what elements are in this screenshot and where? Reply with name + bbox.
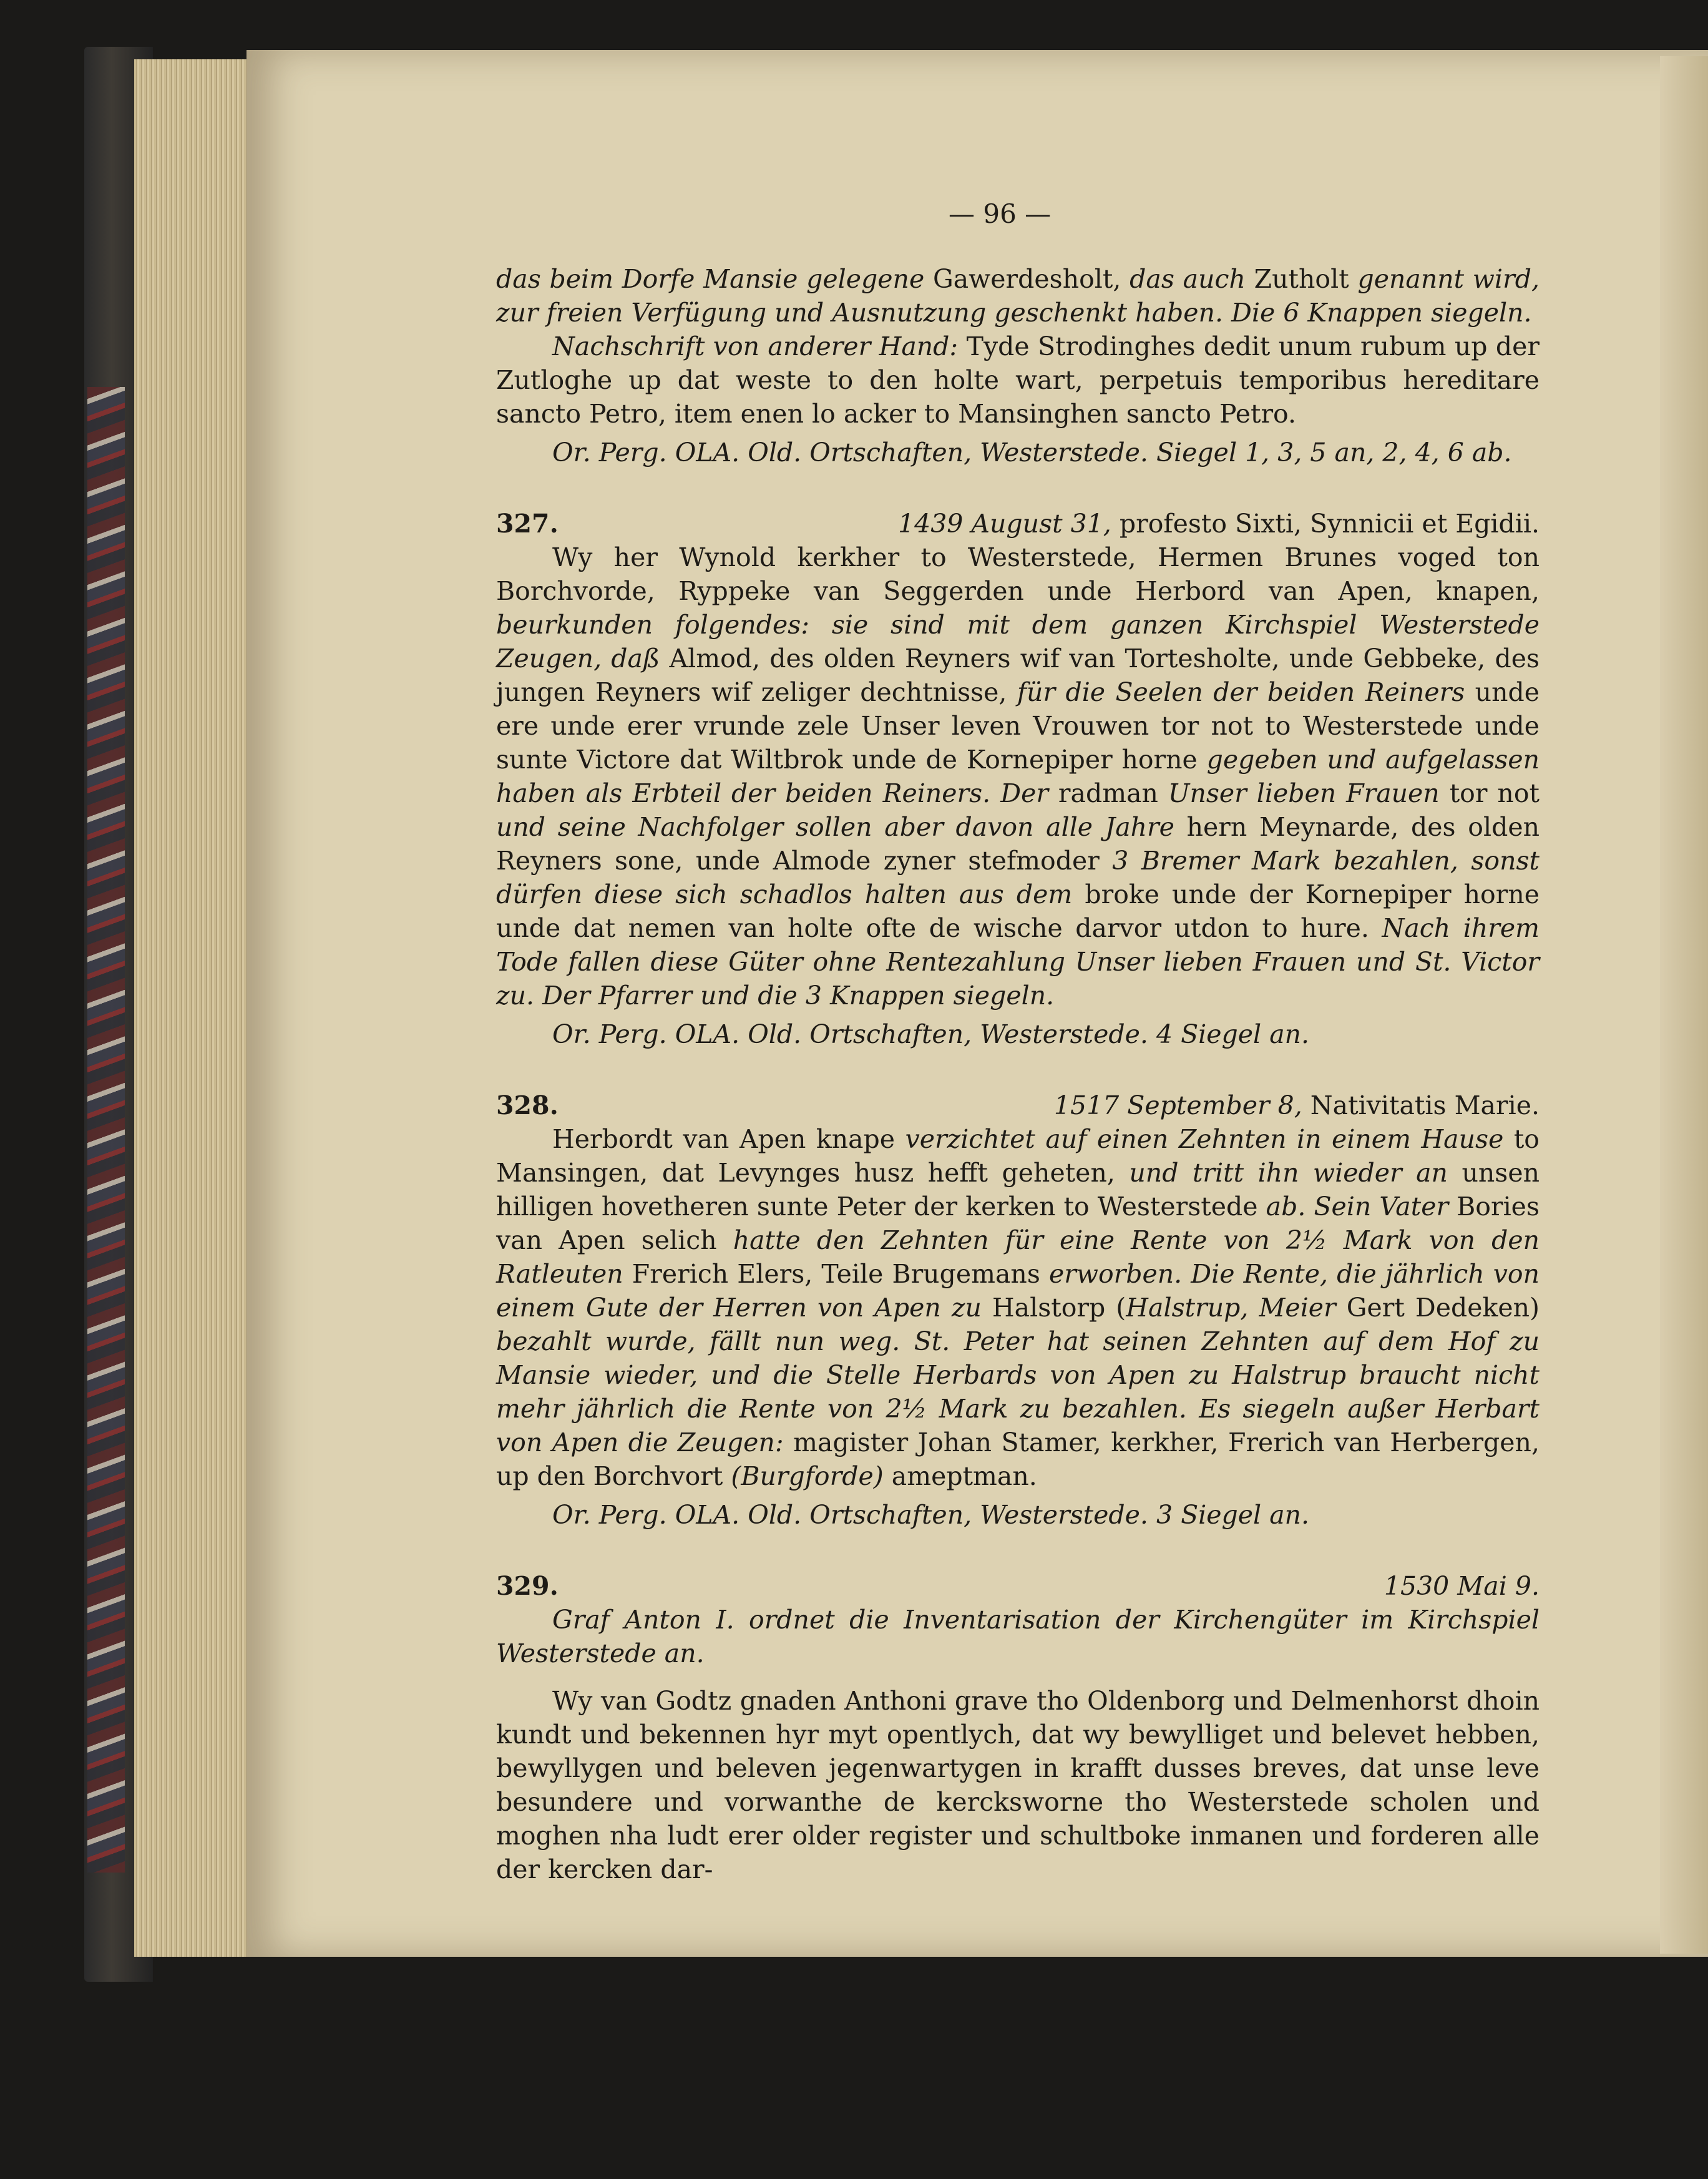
entry-number: 327.: [496, 509, 559, 539]
text-italic: für die Seelen der beiden Reiners: [1017, 677, 1465, 707]
text-roman: Gert Dedeken): [1335, 1293, 1540, 1323]
text-roman: unde ere unde erer vrunde zele Unser leven Vrouwen tor not to Westerstede unde sunte Victore dat Wiltbrok unde de Kornepiper horne: [496, 677, 1540, 775]
text-roman: Bories van Apen selich: [496, 1192, 1540, 1255]
text-roman: magister Johan Stamer, kerkher, Frerich van Herbergen, up den Borchvort: [496, 1427, 1540, 1491]
text-roman: to Mansingen, dat Levynges husz hefft geheten,: [496, 1124, 1540, 1188]
text-roman: Gawerdesholt,: [924, 264, 1130, 294]
entry-heading: [496, 1569, 1540, 1603]
text-italic: erworben. Die Rente, die jährlich von einem Gute der Herren von Apen zu: [496, 1259, 1540, 1323]
text-italic: und tritt ihn wieder an: [1129, 1158, 1448, 1188]
page-edges: [134, 59, 259, 1957]
entry-date-feast: Nativitatis Marie.: [1302, 1090, 1540, 1120]
text-italic: (Burgforde): [731, 1461, 884, 1491]
text-roman: Zutholt: [1245, 264, 1358, 294]
text-roman: Herbordt van Apen knape: [552, 1124, 905, 1154]
text-italic: hatte den Zehnten für eine Rente von 2½ Mark von den Ratleuten: [496, 1225, 1540, 1289]
text-roman: Wy her Wynold kerkher to Westerstede, Hermen Brunes voged ton Borchvorde, Ryppeke van Seggerden unde Herbord van Apen, knapen,: [496, 542, 1540, 606]
text-roman: Frerich Elers, Teile Brugemans: [623, 1259, 1049, 1289]
entry-number: 329.: [496, 1571, 559, 1601]
text-roman: broke unde der Kornepiper horne unde dat nemen van holte ofte de wische darvor utdon to hure.: [496, 879, 1540, 943]
text-roman: tor not: [1439, 778, 1540, 808]
source-note: Or. Perg. OLA. Old. Ortschaften, Westerstede. Siegel 1, 3, 5 an, 2, 4, 6 ab.: [552, 438, 1512, 468]
text-italic: bezahlt wurde, fällt nun weg. St. Peter hat seinen Zehnten auf dem Hof zu Mansie wieder, und die Stelle Herbards von Apen zu Halstrup braucht nicht mehr jährlich die Rente von 2½ Mark zu bezahlen. Es siegeln außer Herbart von Apen die Zeugen:: [496, 1326, 1540, 1457]
entry-date: [1384, 1569, 1540, 1603]
entry-heading: [496, 1089, 1540, 1122]
text-italic: genannt wird, zur freien Verfügung und Ausnutzung geschenkt haben. Die 6 Knappen siegeln.: [496, 264, 1540, 328]
intro-paragraph: [496, 262, 1540, 330]
page-number: — 96 —: [949, 198, 1052, 229]
postscript-paragraph: [496, 330, 1540, 431]
entry-body: [496, 1122, 1540, 1493]
text-roman: Tyde Strodinghes dedit unum rubum up der Zutloghe up dat weste to den holte wart, perpetuis temporibus hereditare sancto Petro, item enen lo acker to Mansinghen sancto Petro.: [496, 331, 1540, 429]
text-italic: ab. Sein Vater: [1266, 1192, 1449, 1222]
source-note: Or. Perg. OLA. Old. Ortschaften, Westerstede. 4 Siegel an.: [552, 1019, 1310, 1049]
text-italic: Halstrup, Meier: [1126, 1293, 1336, 1323]
text-italic: das beim Dorfe Mansie gelegene: [496, 264, 925, 294]
entry-date-italic: 1530 Mai 9.: [1383, 1571, 1540, 1601]
entry-number: 328.: [496, 1090, 559, 1120]
next-page-edge: [1660, 56, 1708, 1954]
text-roman: Almod, des olden Reyners wif van Tortesholte, unde Gebbeke, des jungen Reyners wif zeliger dechtnisse,: [496, 644, 1540, 707]
text-roman: radman: [1048, 778, 1168, 808]
marbled-endpaper: [87, 387, 125, 1873]
text-italic: Nach ihrem Tode fallen diese Güter ohne Rentezahlung Unser lieben Frauen und St. Victor zu. Der Pfarrer und die 3 Knappen siegeln.: [496, 913, 1540, 1011]
text-roman: Halstorp (: [981, 1293, 1126, 1323]
text-roman: unsen hilligen hovetheren sunte Peter der kerken to Westerstede: [496, 1158, 1540, 1222]
entry-date-italic: 1439 August 31,: [898, 509, 1111, 539]
text-italic: verzichtet auf einen Zehnten in einem Hause: [905, 1124, 1504, 1154]
entry-date: [898, 507, 1540, 541]
text-italic: gegeben und aufgelassen haben als Erbteil der beiden Reiners. Der: [496, 745, 1540, 808]
source-note: Or. Perg. OLA. Old. Ortschaften, Westerstede. 3 Siegel an.: [552, 1500, 1310, 1530]
entry-date: [1054, 1089, 1540, 1122]
text-italic: und seine Nachfolger sollen aber davon alle Jahre: [496, 812, 1174, 842]
text-italic: Nachschrift von anderer Hand:: [552, 331, 959, 361]
entry-body: [496, 1684, 1540, 1886]
page-text: [496, 262, 1540, 1886]
text-roman: hern Meynarde, des olden Reyners sone, unde Almode zyner stefmoder: [496, 812, 1540, 876]
entry-summary: Graf Anton I. ordnet die Inventarisation der Kirchengüter im Kirchspiel Westerstede an.: [496, 1605, 1540, 1668]
text-italic: 3 Bremer Mark bezahlen, sonst dürfen diese sich schadlos halten aus dem: [496, 846, 1540, 909]
text-roman: Wy van Godtz gnaden Anthoni grave tho Oldenborg und Delmenhorst dhoin kundt und bekennen hyr myt opentlych, dat wy bewylliget und belevet hebben, bewyllygen und beleven jegenwartygen in krafft dusses breves, dat unse leve besundere und vorwanthe de kercksworne tho Westerstede scholen und moghen nha ludt erer older register und schultboke inmanen und forderen alle der kercken dar-: [496, 1686, 1540, 1884]
entry-date-italic: 1517 September 8,: [1053, 1090, 1302, 1120]
entry-heading: [496, 507, 1540, 541]
text-italic: Unser lieben Frauen: [1168, 778, 1440, 808]
entries-container: [496, 507, 1540, 1886]
text-italic: beurkunden folgendes: sie sind mit dem ganzen Kirchspiel Westerstede Zeugen, daß: [496, 610, 1540, 673]
text-roman: ameptman.: [883, 1461, 1037, 1491]
entry-body: [496, 541, 1540, 1012]
text-italic: das auch: [1130, 264, 1246, 294]
entry-date-feast: profesto Sixti, Synnicii et Egidii.: [1111, 509, 1540, 539]
